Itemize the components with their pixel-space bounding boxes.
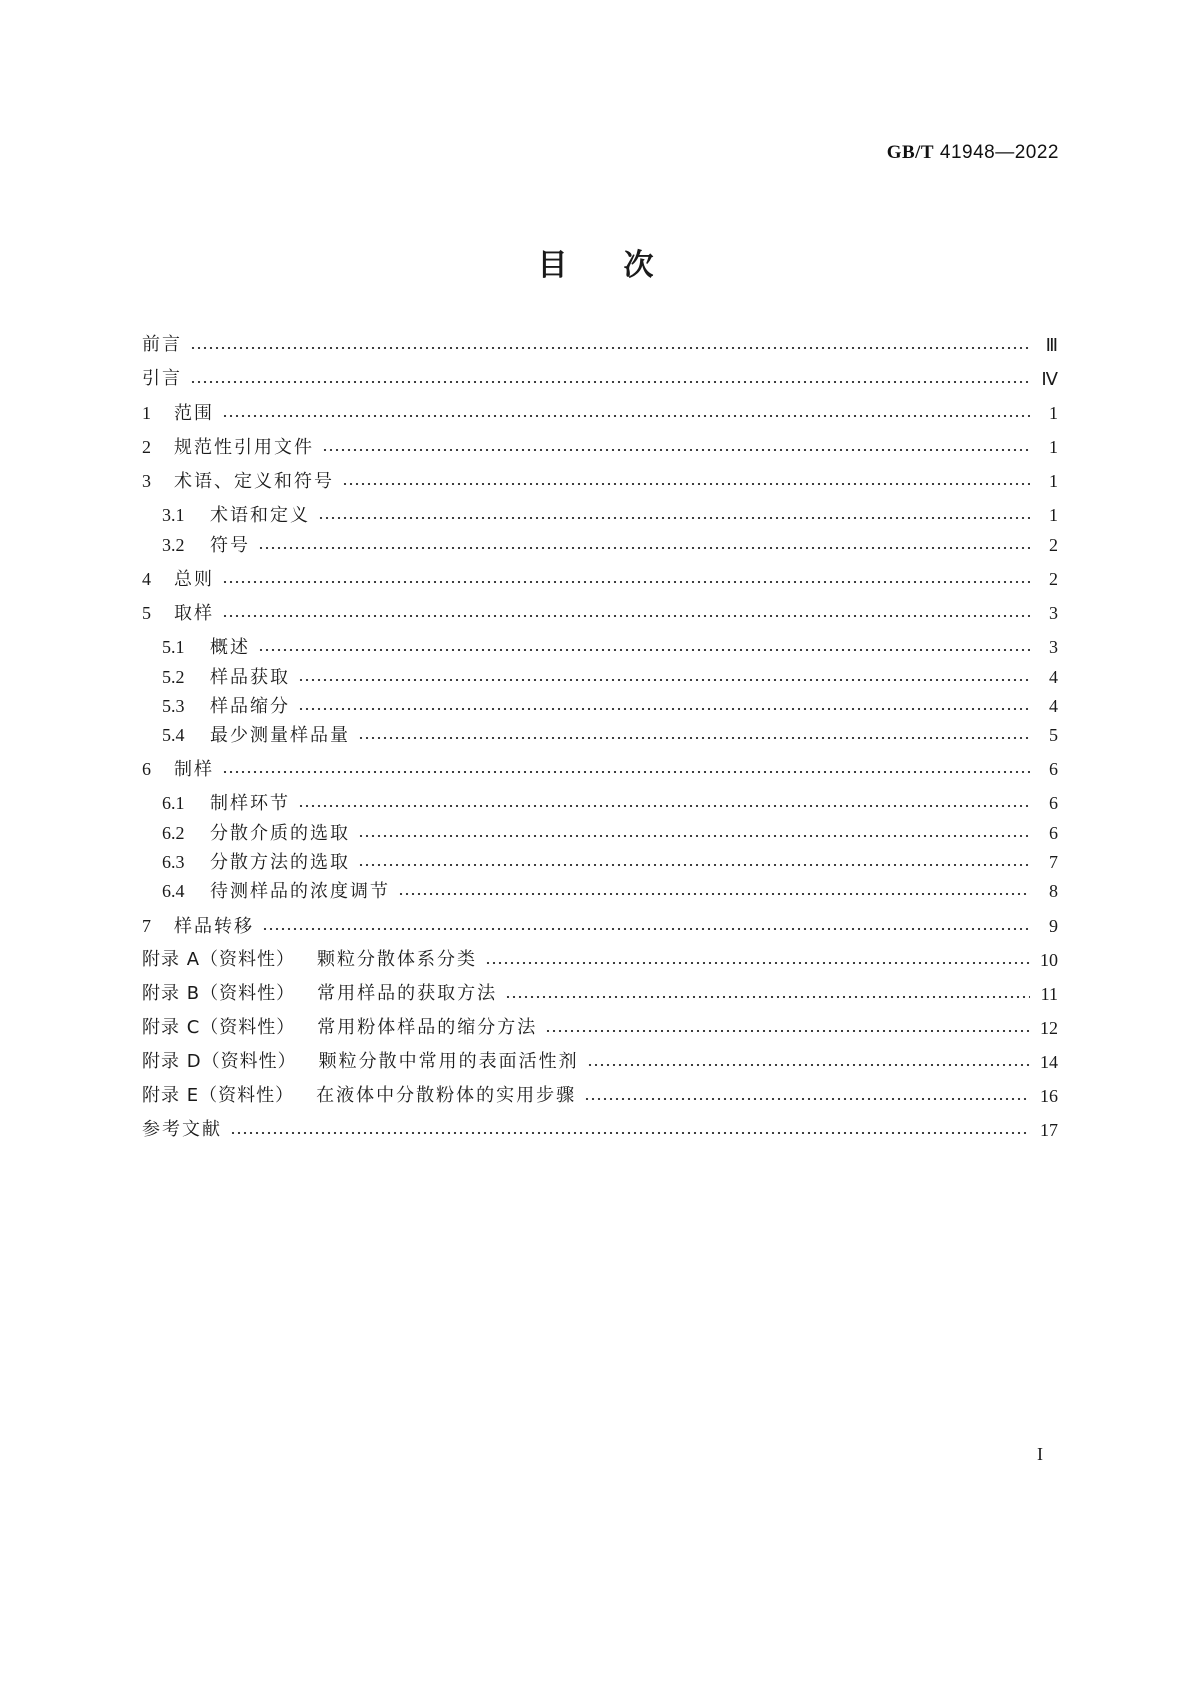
toc-entry-label: [142, 398, 214, 429]
toc-entry-number: 5.4: [162, 724, 185, 745]
toc-entry-text: 制样: [174, 758, 214, 780]
toc-page-number: 6: [1049, 793, 1058, 813]
toc-leader-dots: [485, 962, 1030, 964]
toc-leader-dots: [262, 928, 1030, 930]
toc-entry-label: [162, 662, 290, 693]
toc-entry-label: [142, 1047, 579, 1077]
toc-entry-number: 6: [142, 758, 151, 779]
toc-annex-prefix: 附录 A（资料性）: [142, 949, 296, 970]
toc-entry[interactable]: [142, 945, 1058, 975]
toc-entry-number: 4: [142, 568, 151, 589]
toc-leader-dots: [222, 581, 1030, 583]
toc-entry[interactable]: [142, 1115, 1058, 1145]
toc-entry-number: 5.2: [162, 666, 185, 687]
toc-leader-dots: [190, 347, 1030, 349]
toc-page-number: Ⅲ: [1045, 335, 1058, 355]
toc-entry[interactable]: [142, 754, 1058, 784]
toc-entry-label: [142, 911, 254, 942]
toc-page-number: 3: [1049, 637, 1058, 657]
toc-entry[interactable]: [162, 662, 1058, 692]
toc-entry-text: 范围: [174, 402, 214, 424]
toc-entry-number: 6.1: [162, 792, 185, 813]
toc-entry-text: 样品缩分: [210, 695, 290, 717]
toc-entry-number: 3.1: [162, 504, 185, 525]
toc-entry-label: [142, 945, 477, 975]
toc-entry-number: 2: [142, 436, 151, 457]
toc-entry[interactable]: [142, 598, 1058, 628]
toc-leader-dots: [298, 708, 1030, 710]
toc-entry-text: 总则: [174, 568, 214, 590]
toc-page-number: 8: [1049, 881, 1058, 901]
toc-entry-label: [142, 598, 214, 629]
toc-entry-text: 最少测量样品量: [210, 724, 350, 746]
toc-annex-prefix: 附录 D（资料性）: [142, 1051, 297, 1072]
toc-leader-dots: [342, 483, 1030, 485]
toc-entry-text: 分散介质的选取: [210, 822, 350, 844]
toc-entry-number: 5: [142, 602, 151, 623]
toc-leader-dots: [222, 615, 1030, 617]
toc-entry-number: 6.2: [162, 822, 185, 843]
toc-page-number: 16: [1040, 1086, 1058, 1106]
toc-leader-dots: [398, 893, 1030, 895]
toc-entry[interactable]: [162, 632, 1058, 662]
toc-entry-label: [142, 364, 182, 394]
toc-entry-label: [162, 847, 350, 878]
toc-entry-label: [142, 466, 334, 497]
toc-entry-text: 引言: [142, 368, 182, 389]
toc-entry[interactable]: [142, 364, 1058, 394]
toc-entry-text: 颗粒分散体系分类: [317, 949, 478, 970]
toc-leader-dots: [584, 1098, 1030, 1100]
toc-leader-dots: [545, 1030, 1030, 1032]
toc-entry-number: 5.1: [162, 636, 185, 657]
toc-page-number: 2: [1049, 569, 1058, 589]
toc-entry-text: 参考文献: [142, 1119, 222, 1140]
toc-page-number: 9: [1049, 916, 1058, 936]
standard-code: 41948—2022: [939, 142, 1059, 163]
toc-page-number: Ⅳ: [1041, 369, 1058, 389]
toc-page-number: 11: [1040, 984, 1058, 1004]
toc-entry-label: [142, 979, 497, 1009]
toc-entry[interactable]: [162, 720, 1058, 750]
toc-entry-text: 分散方法的选取: [210, 851, 350, 873]
toc-entry[interactable]: [142, 398, 1058, 428]
toc-entry[interactable]: [162, 876, 1058, 906]
toc-leader-dots: [505, 996, 1030, 998]
toc-entry-text: 符号: [210, 534, 250, 556]
toc-entry-text: 术语和定义: [210, 504, 310, 526]
toc-entry-number: 6.3: [162, 851, 185, 872]
toc-entry-text: 制样环节: [210, 792, 290, 814]
toc-entry-text: 常用粉体样品的缩分方法: [317, 1017, 538, 1038]
toc-entry[interactable]: [142, 432, 1058, 462]
toc-page-number: 1: [1049, 437, 1058, 457]
page-title: 目次: [537, 248, 710, 283]
toc-entry[interactable]: [162, 847, 1058, 877]
toc-page-number: 10: [1040, 950, 1058, 970]
toc-entry[interactable]: [162, 500, 1058, 530]
toc-leader-dots: [230, 1132, 1030, 1134]
toc-page-number: 5: [1049, 725, 1058, 745]
toc-annex-prefix: 附录 B（资料性）: [142, 983, 296, 1004]
standard-prefix: GB/T: [886, 142, 935, 163]
toc-page-number: 6: [1049, 823, 1058, 843]
toc-page-number: 4: [1049, 667, 1058, 687]
toc-leader-dots: [222, 415, 1030, 417]
toc-page-number: 1: [1049, 505, 1058, 525]
toc-entry[interactable]: [142, 330, 1058, 360]
toc-entry-label: [162, 691, 290, 722]
toc-entry-label: [162, 818, 350, 849]
toc-entry-label: [142, 432, 314, 463]
toc-annex-prefix: 附录 E（资料性）: [142, 1085, 295, 1106]
page-folio: I: [1037, 1444, 1043, 1464]
toc-leader-dots: [358, 835, 1030, 837]
toc-leader-dots: [322, 449, 1030, 451]
toc-entry[interactable]: [142, 1013, 1058, 1043]
toc-entry[interactable]: [162, 788, 1058, 818]
toc-entry-label: [162, 500, 310, 531]
toc-entry-text: 样品转移: [174, 915, 254, 937]
toc-entry-label: [162, 720, 350, 751]
toc-entry-label: [142, 754, 214, 785]
toc-leader-dots: [358, 737, 1030, 739]
toc-entry-number: 7: [142, 915, 151, 936]
toc-entry[interactable]: [142, 1047, 1058, 1077]
toc-entry[interactable]: [142, 1081, 1058, 1111]
toc-page-number: 12: [1040, 1018, 1058, 1038]
toc-page-number: 14: [1040, 1052, 1058, 1072]
toc-entry-number: 1: [142, 402, 151, 423]
toc-entry-label: [162, 788, 290, 819]
toc-entry-number: 3: [142, 470, 151, 491]
toc-entry-text: 取样: [174, 602, 214, 624]
toc-entry-number: 3.2: [162, 534, 185, 555]
toc-entry-text: 在液体中分散粉体的实用步骤: [316, 1085, 577, 1106]
toc-leader-dots: [222, 771, 1030, 773]
toc-page-number: 1: [1049, 471, 1058, 491]
toc-entry[interactable]: [162, 691, 1058, 721]
toc-entry[interactable]: [142, 979, 1058, 1009]
toc-entry-label: [142, 330, 182, 360]
toc-page-number: 3: [1049, 603, 1058, 623]
toc-entry[interactable]: [162, 818, 1058, 848]
toc-entry-label: [142, 1115, 222, 1145]
toc-page-number: 6: [1049, 759, 1058, 779]
toc-annex-prefix: 附录 C（资料性）: [142, 1017, 296, 1038]
toc-entry-label: [162, 632, 250, 663]
toc-page-number: 2: [1049, 535, 1058, 555]
toc-entry-label: [142, 1013, 537, 1043]
toc-page-number: 1: [1049, 403, 1058, 423]
toc-entry-label: [142, 564, 214, 595]
toc-entry-number: 5.3: [162, 695, 185, 716]
toc-page-number: 4: [1049, 696, 1058, 716]
toc-entry[interactable]: [162, 530, 1058, 560]
toc-entry[interactable]: [142, 466, 1058, 496]
toc-leader-dots: [587, 1064, 1030, 1066]
toc-entry[interactable]: [142, 911, 1058, 941]
toc-entry-text: 颗粒分散中常用的表面活性剂: [318, 1051, 579, 1072]
toc-entry-label: [162, 530, 250, 561]
toc-entry-text: 概述: [210, 636, 250, 658]
toc-entry-text: 前言: [142, 334, 182, 355]
toc-leader-dots: [298, 805, 1030, 807]
standard-number: [887, 142, 1059, 164]
toc-entry-label: [162, 876, 390, 907]
toc-leader-dots: [358, 864, 1030, 866]
toc-leader-dots: [298, 679, 1030, 681]
toc-entry-text: 样品获取: [210, 666, 290, 688]
toc-entry-text: 待测样品的浓度调节: [210, 880, 390, 902]
toc-page-number: 17: [1040, 1120, 1058, 1140]
toc-entry[interactable]: [142, 564, 1058, 594]
toc-entry-text: 术语、定义和符号: [174, 470, 334, 492]
toc-entry-text: 规范性引用文件: [174, 436, 314, 458]
toc-leader-dots: [258, 649, 1030, 651]
toc-leader-dots: [318, 517, 1030, 519]
toc-entry-text: 常用样品的获取方法: [317, 983, 498, 1004]
toc-entry-label: [142, 1081, 576, 1111]
toc-leader-dots: [190, 381, 1030, 383]
toc-entry-number: 6.4: [162, 880, 185, 901]
toc-page-number: 7: [1049, 852, 1058, 872]
toc-leader-dots: [258, 547, 1030, 549]
